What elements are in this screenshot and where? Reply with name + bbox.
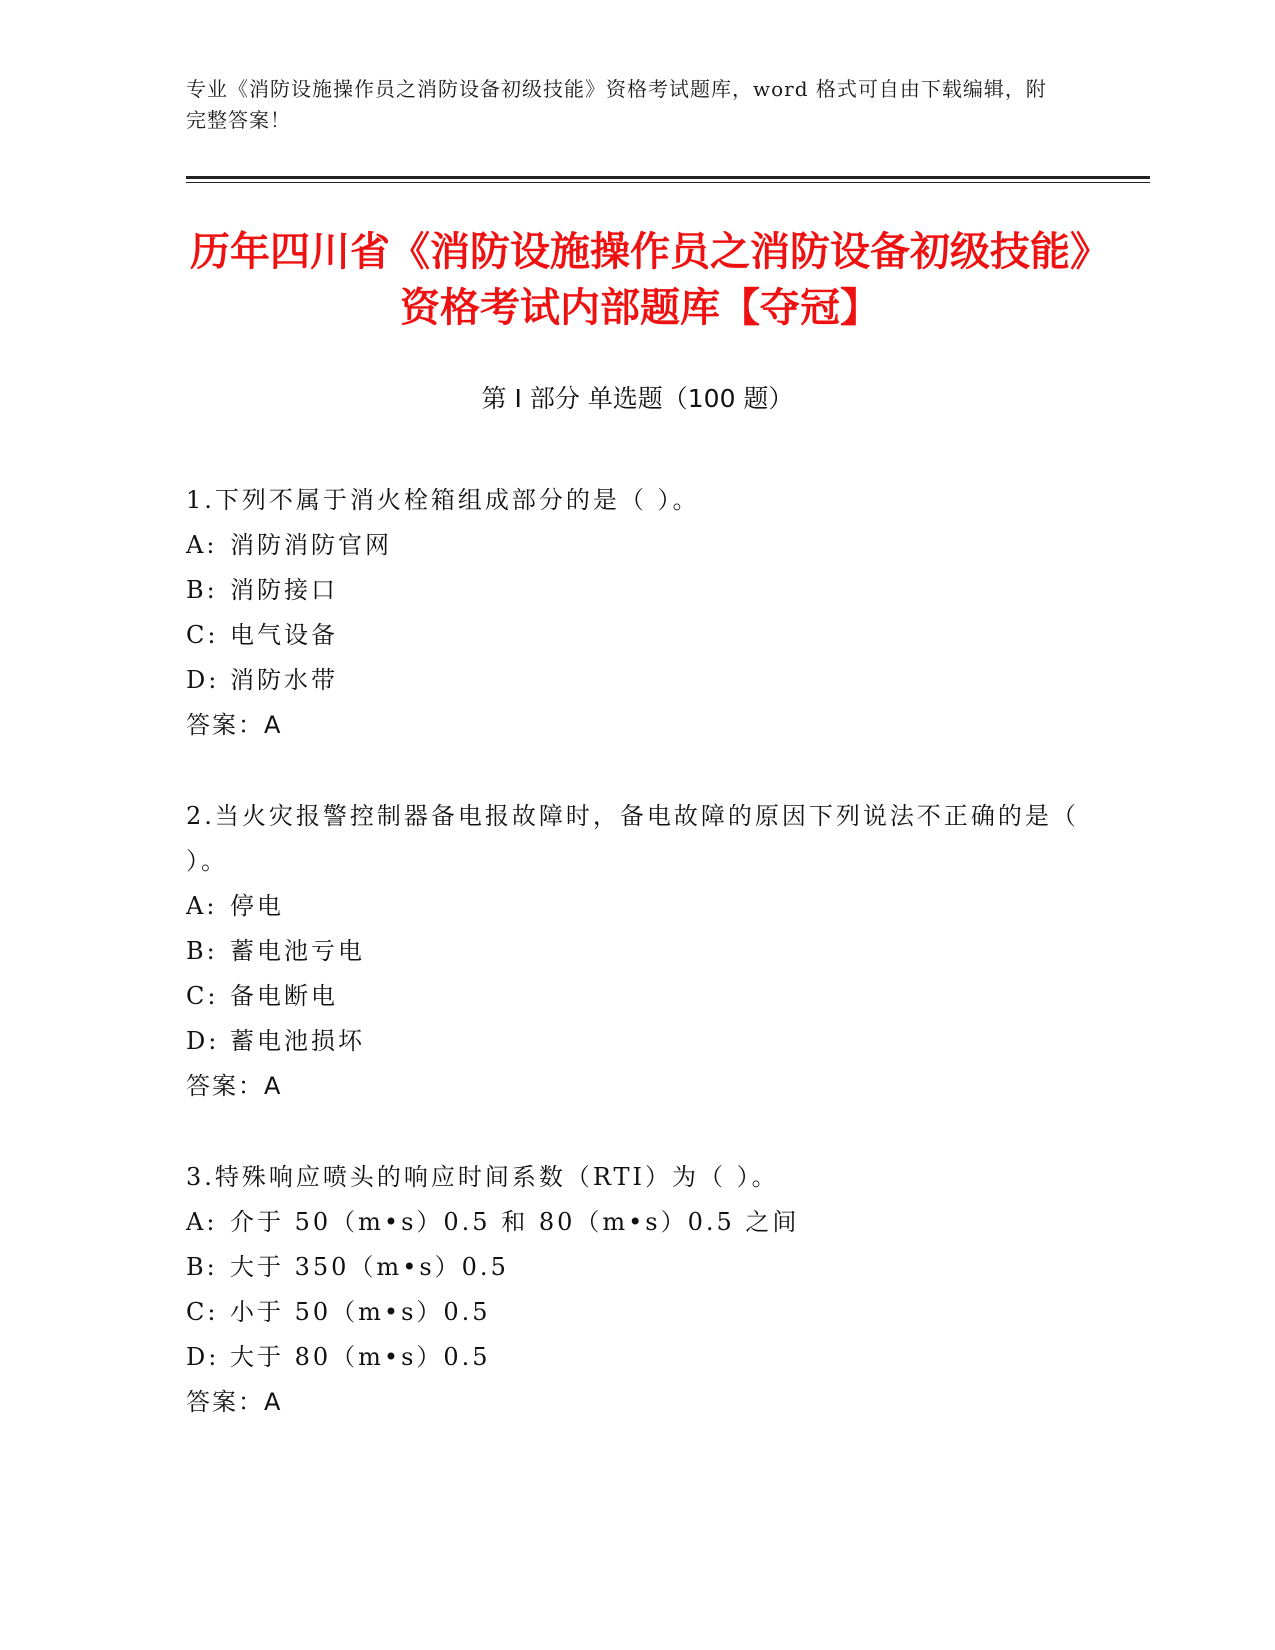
option-a (186, 523, 1086, 568)
option-text: 停电 (230, 892, 284, 920)
option-letter: C: (186, 1298, 219, 1326)
question-1 (186, 478, 1086, 748)
option-text: 大于 80（m•s）0.5 (230, 1343, 491, 1371)
option-text: 备电断电 (230, 982, 338, 1010)
option-text: 小于 50（m•s）0.5 (230, 1298, 491, 1326)
option-b (186, 568, 1086, 613)
option-a (186, 884, 1086, 929)
header-divider-thin (186, 182, 1150, 183)
option-text: 消防接口 (230, 576, 338, 604)
option-c (186, 974, 1086, 1019)
answer-line (186, 1064, 1086, 1109)
option-text: 电气设备 (230, 621, 338, 649)
option-letter: C: (186, 621, 219, 649)
answer-label: 答案： (186, 1072, 264, 1100)
option-d (186, 1019, 1086, 1064)
question-stem: 3.特殊响应喷头的响应时间系数（RTI）为（ ）。 (186, 1163, 779, 1191)
option-text: 介于 50（m•s）0.5 和 80（m•s）0.5 之间 (230, 1208, 800, 1236)
option-letter: B: (186, 1253, 218, 1281)
document-title: 历年四川省《消防设施操作员之消防设备初级技能》资格考试内部题库【夺冠】 (190, 229, 1090, 331)
answer-value: A (264, 711, 283, 739)
answer-value: A (264, 1072, 283, 1100)
question-stem: 1.下列不属于消火栓箱组成部分的是（ ）。 (186, 486, 700, 514)
option-b (186, 1245, 1086, 1290)
question-list (186, 478, 1086, 1471)
option-letter: C: (186, 982, 219, 1010)
option-d (186, 658, 1086, 703)
section-heading: 第 I 部分 单选题（100 题） (481, 384, 794, 413)
option-c (186, 1290, 1086, 1335)
option-text: 消防消防官网 (230, 531, 392, 559)
question-stem: 2.当火灾报警控制器备电报故障时，备电故障的原因下列说法不正确的是（ ）。 (186, 802, 1079, 875)
option-letter: D: (186, 666, 220, 694)
option-text: 大于 350（m•s）0.5 (230, 1253, 509, 1281)
option-letter: A: (186, 1208, 218, 1236)
option-letter: D: (186, 1027, 220, 1055)
option-letter: B: (186, 576, 218, 604)
answer-line (186, 1380, 1086, 1425)
option-letter: D: (186, 1343, 220, 1371)
option-c (186, 613, 1086, 658)
question-2 (186, 794, 1086, 1109)
option-text: 蓄电池损坏 (230, 1027, 365, 1055)
option-text: 蓄电池亏电 (230, 937, 365, 965)
option-b (186, 929, 1086, 974)
option-text: 消防水带 (230, 666, 338, 694)
option-d (186, 1335, 1086, 1380)
option-letter: B: (186, 937, 218, 965)
answer-label: 答案： (186, 711, 264, 739)
header-divider-thick (186, 176, 1150, 179)
option-letter: A: (186, 531, 218, 559)
answer-value: A (264, 1388, 283, 1416)
question-3 (186, 1155, 1086, 1425)
answer-label: 答案： (186, 1388, 264, 1416)
option-a (186, 1200, 1086, 1245)
answer-line (186, 703, 1086, 748)
option-letter: A: (186, 892, 218, 920)
header-note: 专业《消防设施操作员之消防设备初级技能》资格考试题库，word 格式可自由下载编辑，附完整答案！ (186, 77, 1047, 132)
